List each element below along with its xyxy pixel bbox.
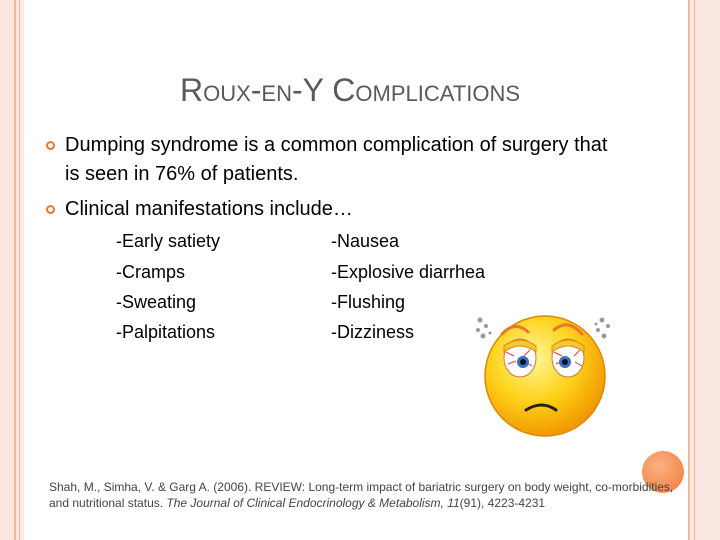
- bullet-text: Clinical manifestations include…: [65, 198, 353, 220]
- bullet-circle-icon: [46, 141, 55, 150]
- left-border-line-thin: [19, 0, 20, 540]
- citation-text: Shah, M., Simha, V. & Garg A. (2006). REVIEW: Long-term impact of bariatric surgery on body weight, co-morbidities, and nutritional status.: [49, 480, 674, 510]
- symptom-left: -Early satiety: [116, 231, 221, 251]
- symptom-row: [116, 231, 536, 255]
- symptom-left: -Sweating: [116, 292, 197, 312]
- citation: [49, 479, 689, 511]
- symptom-right: -Flushing: [331, 292, 406, 312]
- symptom-left: -Cramps: [116, 262, 186, 282]
- bullet-text: Dumping syndrome is a common complication of surgery that is seen in 76% of patients.: [65, 134, 608, 185]
- sick-face-icon: [470, 306, 620, 446]
- left-border-line: [14, 0, 16, 540]
- symptom-left: -Palpitations: [116, 322, 216, 342]
- right-border-line-thin: [694, 0, 695, 540]
- symptom-right: -Explosive diarrhea: [331, 262, 486, 282]
- symptom-row: [116, 262, 536, 286]
- citation-journal: The Journal of Clinical Endocrinology & Metabolism, 11: [166, 496, 460, 510]
- bullet-item: [46, 195, 625, 224]
- symptom-right: -Nausea: [331, 231, 400, 251]
- citation-pages: (91), 4223-4231: [459, 496, 546, 510]
- right-border-line: [688, 0, 690, 540]
- slide-title: Roux-en-Y Complications: [179, 72, 521, 108]
- bullet-item: [46, 131, 625, 189]
- symptom-right: -Dizziness: [331, 322, 415, 342]
- bullet-circle-icon: [46, 205, 55, 214]
